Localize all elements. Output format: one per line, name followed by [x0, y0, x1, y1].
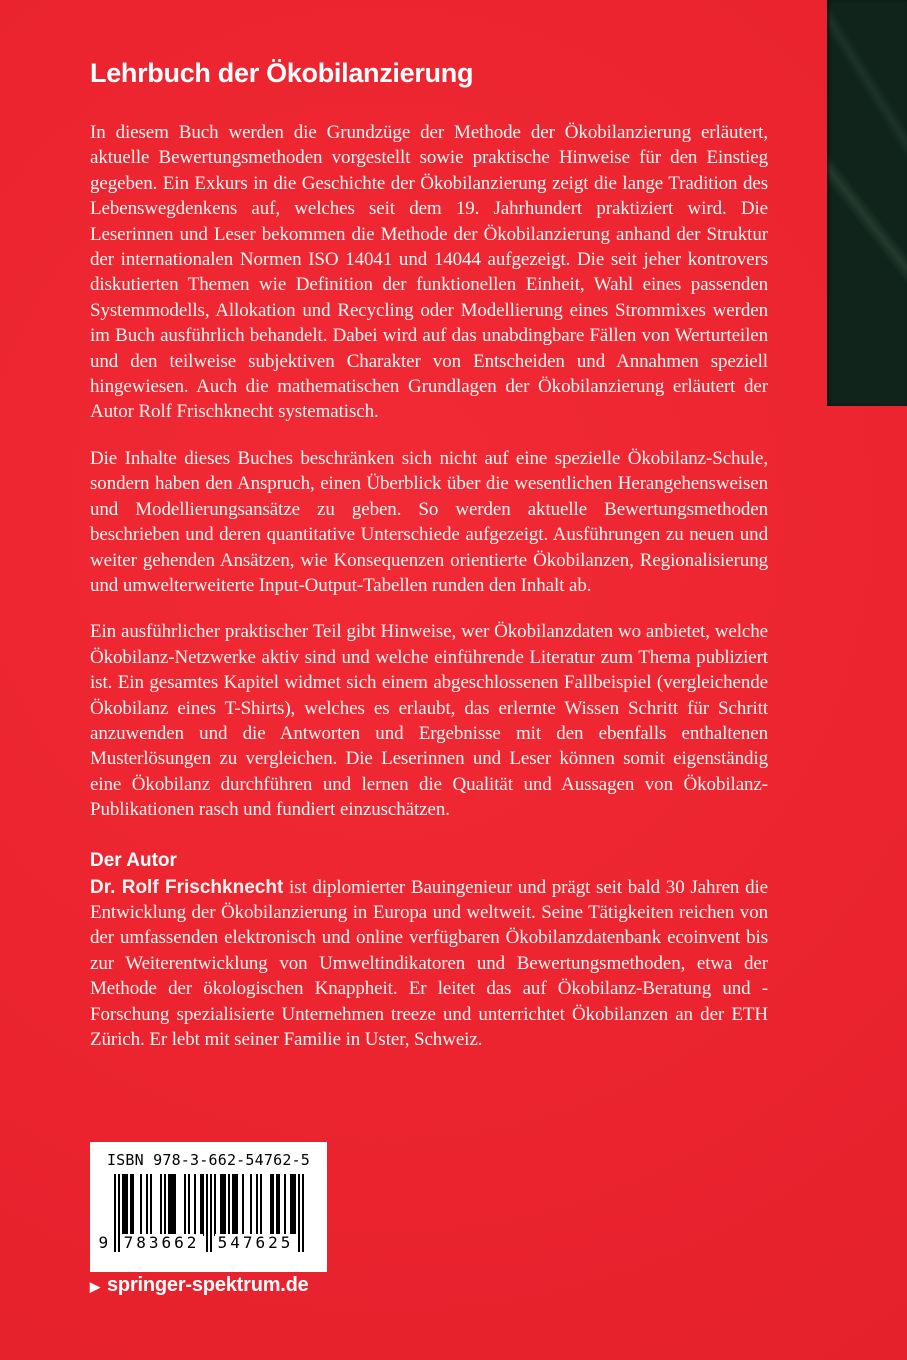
author-bio-text: ist diplomierter Bauingenieur und prägt seit bald 30 Jahren die Entwicklung der Ökobilanzierung in Europa und weltweit. Seine Tätigkeiten reichen von der umfassenden elektronisch und online verfügbaren Ökobilanzdatenbank ecoinvent bis zur Weiterentwicklung von Umweltindikatoren und Bewertungsmethoden, etwa der Methode der ökologischen Knappheit. Er leitet das auf Ökobilanz-Beratung und -Forschung spezialisierte Unternehmen treeze und unterrichtet Ökobilanzen an der ETH Zürich. Er lebt mit seiner Familie in Uster, Schweiz.: [90, 876, 768, 1050]
isbn-barcode-panel: [90, 1142, 327, 1272]
author-name: Dr. Rolf Frischknecht: [90, 876, 284, 898]
isbn-label: ISBN 978-3-662-54762-5: [106, 1151, 311, 1169]
barcode-digit-lead: 9: [98, 1233, 109, 1252]
author-section-heading: Der Autor: [90, 849, 177, 871]
publisher-url: springer-spektrum.de: [107, 1274, 309, 1296]
barcode-digits-right: 547625: [215, 1234, 297, 1252]
publisher-link-row: [90, 1274, 309, 1297]
barcode: [98, 1174, 304, 1254]
back-cover-text-column: [90, 58, 768, 1052]
cover-photo-strip: [827, 0, 907, 406]
book-description: [90, 120, 768, 823]
author-bio-paragraph: [90, 875, 768, 1053]
barcode-digits-left: 783662: [121, 1234, 203, 1252]
page-title: Lehrbuch der Ökobilanzierung: [90, 58, 474, 88]
description-paragraph-1: In diesem Buch werden die Grundzüge der Methode der Ökobilanzierung erläutert, aktuelle Bewertungsmethoden vorgestellt sowie praktische Hinweise für den Einstieg gegeben. Ein Exkurs in die Geschichte der Ökobilanzierung zeigt die lange Tradition des Lebenswegdenkens auf, welches seit dem 19. Jahrhundert praktiziert wird. Die Leserinnen und Leser bekommen die Methode der Ökobilanzierung anhand der Struktur der internationalen Normen ISO 14041 und 14044 aufgezeigt. Die seit jeher kontrovers diskutierten Themen wie Definition der funktionellen Einheit, Wahl eines passenden Systemmodells, Allokation und Recycling oder Modellierung eines Strommixes werden im Buch ausführlich behandelt. Dabei wird auf das unabdingbare Fällen von Werturteilen und den teilweise subjektiven Charakter von Entscheiden und Annahmen speziell hingewiesen. Auch die mathematischen Grundlagen der Ökobilanzierung erläutert der Autor Rolf Frischknecht systematisch.: [90, 122, 768, 423]
play-arrow-icon: ▶: [90, 1279, 100, 1294]
description-paragraph-2: Die Inhalte dieses Buches beschränken sich nicht auf eine spezielle Ökobilanz-Schule, sondern haben den Anspruch, einen Überblick über die wesentlichen Herangehensweisen und Modellierungsansätze zu geben. So werden aktuelle Bewertungsmethoden beschrieben und deren quantitative Unterschiede aufgezeigt. Ausführungen zu neuen und weiter gehenden Ansätzen, wie Konsequenzen orientierte Ökobilanzen, Regionalisierung und umwelterweiterte Input-Output-Tabellen runden den Inhalt ab.: [90, 447, 768, 596]
description-paragraph-3: Ein ausführlicher praktischer Teil gibt Hinweise, wer Ökobilanzdaten wo anbietet, welche Ökobilanz-Netzwerke aktiv sind und welche einführende Literatur zum Thema publiziert ist. Ein gesamtes Kapitel widmet sich einem abgeschlossenen Fallbeispiel (vergleichende Ökobilanz eines T-Shirts), welches es erlaubt, das erlernte Wissen Schritt für Schritt anzuwenden und die Antworten und Ergebnisse mit den ebenfalls enthaltenen Musterlösungen zu vergleichen. Die Leserinnen und Leser können somit eigenständig eine Ökobilanz durchführen und lernen die Qualität und Aussagen von Ökobilanz-Publikationen rasch und fundiert einzuschätzen.: [90, 621, 768, 821]
